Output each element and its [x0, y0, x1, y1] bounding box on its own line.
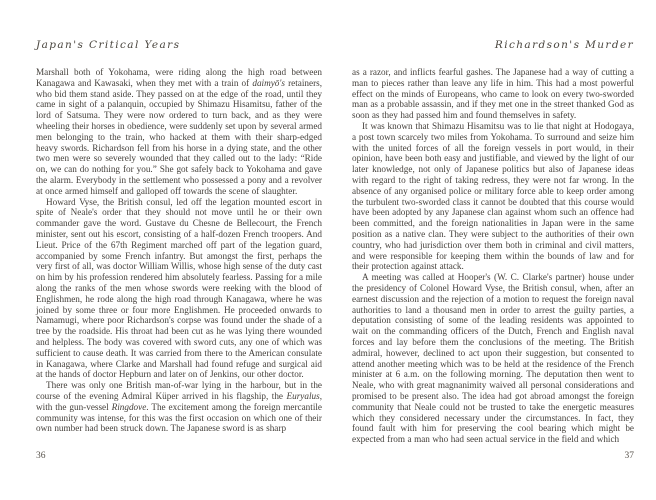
paragraph: Marshall both of Yokohama, were riding along the high road between Kanagawa and Kawasaki, when they met with a train of daimyō's retainers, who bid them stand aside. They passed on at the edge of the road, until they came in sight of a palanquin, occupied by Shimazu Hisamitsu, father of the lord of Satsuma. They were now ordered to turn back, and as they were wheeling their horses in obedience, were suddenly set upon by several armed men belonging to the train, who hacked at them with their sharp-edged heavy swords. Richardson fell from his horse in a dying state, and the other two men were so severely wounded that they called out to the lady: “Ride on, we can do nothing for you.” She got safely back to Yokohama and gave the alarm. Everybody in the settlement who possessed a pony and a revolver at once armed himself and galloped off towards the scene of slaughter.: [36, 67, 323, 196]
paragraph: Howard Vyse, the British consul, led off the legation mounted escort in spite of Neale's order that they should not move until he or their own commander gave the word. Gustave du Chesne de Bellecourt, the French minister, sent out his escort, consisting of a half-dozen French troopers. And Lieut. Price of the 67th Regiment marched off part of the legation guard, accompanied by some French infantry. But amongst the first, perhaps the very first of all, was doctor William Willis, whose high sense of the duty cast on him by his profession rendered him absolutely fearless. Passing for a mile along the ranks of the men whose swords were reeking with the blood of Englishmen, he rode along the high road through Kanagawa, where he was joined by some three or four more Englishmen. He proceeded onwards to Namamugi, where poor Richardson's corpse was found under the shade of a tree by the roadside. His throat had been cut as he was lying there wounded and helpless. The body was covered with sword cuts, any one of which was sufficient to cause death. It was carried from there to the American consulate in Kanagawa, where Clarke and Marshall had found refuge and surgical aid at the hands of doctor Hepburn and later on of Jenkins, our other doctor.: [36, 196, 322, 380]
paragraph: A meeting was called at Hooper's (W. C. Clarke's partner) house under the presidency of Colonel Howard Vyse, the British consul, when, after an earnest discussion and the rejection of a motion to request the foreign naval authorities to land a thousand men in order to arrest the guilty parties, a deputation consisting of some of the leading residents was appointed to wait on the commanding officers of the Dutch, French and English naval forces and lay before them the conclusions of the meeting. The British admiral, however, declined to act upon their suggestion, but consented to attend another meeting which was to be held at the residence of the French minister at 6 a.m. on the following morning. The deputation then went to Neale, who with great magnanimity waived all personal considerations and promised to be present also. The idea had got abroad amongst the foreign community that Neale could not be trusted to take the energetic measures which they considered necessary under the circumstances. In fact, they found fault with him for preserving the cool bearing which might be expected from a man who had seen actual service in the field and which: [352, 272, 634, 445]
page-number-right: 37: [624, 451, 634, 461]
running-head-left: Japan's Critical Years: [36, 39, 181, 51]
paragraph: as a razor, and inflicts fearful gashes. The Japanese had a way of cutting a man to pieces rather than leave any life in him. This had a most powerful effect on the minds of Europeans, who came to look on every two-sworded man as a probable assassin, and if they met one in the street thanked God as soon as they had passed him and found themselves in safety.: [352, 67, 634, 121]
right-page: [352, 40, 634, 445]
paragraph: It was known that Shimazu Hisamitsu was to lie that night at Hodogaya, a post town scarcely two miles from Yokohama. To surround and seize him with the united forces of all the foreign vessels in port would, in their opinion, have been both easy and justifiable, and viewed by the light of our later knowledge, not only of Japanese politics but also of Japanese ideas with regard to the right of taking redress, they were not far wrong. In the absence of any organised police or military force able to keep order among the turbulent two-sworded class it cannot be doubted that this course would have been adopted by any Japanese clan against whom such an offence had been committed, and the foreign nationalities in Japan were in the same position as a native clan. They were subject to the authorities of their own country, who had jurisdiction over them both in criminal and civil matters, and were responsible for keeping them within the bounds of law and for their protection against attack.: [352, 120, 634, 272]
right-page-body: [352, 67, 634, 445]
paragraph: There was only one British man-of-war lying in the harbour, but in the course of the evening Admiral Küper arrived in his flagship, the Euryalus, with the gun-vessel Ringdove. The excitement among the foreign mercantile community was intense, for this was the first occasion on which one of their own number had been struck down. The Japanese sword is as sharp: [36, 380, 323, 434]
running-head-right: Richardson's Murder: [494, 39, 634, 51]
left-page: [36, 40, 322, 434]
left-page-body: [36, 67, 322, 434]
page-number-left: 36: [36, 451, 46, 461]
